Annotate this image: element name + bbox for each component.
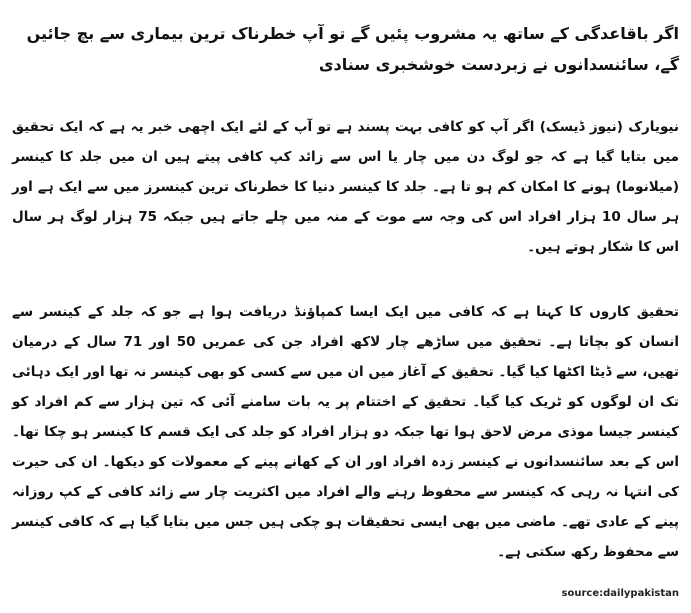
article-paragraph-1: نیویارک (نیوز ڈیسک) اگر آپ کو کافی بہت پسند ہے تو آپ کے لئے ایک اچھی خبر یہ ہے کہ ایک تحقیق میں بتایا گیا ہے کہ جو لوگ دن میں چار یا اس سے زائد کپ کافی پیتے ہیں ان میں جلد کا کینسر (میلانوما) ہونے کا امکان کم ہو تا ہے۔ جلد کا کینسر دنیا کا خطرناک ترین کینسرز میں سے ایک ہے اور ہر سال 10 ہزار افراد اس کی وجہ سے موت کے منہ میں چلے جاتے ہیں جبکہ 75 ہزار لوگ ہر سال اس کا شکار ہوتے ہیں۔ — [12, 119, 679, 255]
article-paragraph-2: تحقیق کاروں کا کہنا ہے کہ کافی میں ایک ایسا کمپاؤنڈ دریافت ہوا ہے جو کہ جلد کے کینسر سے انسان کو بچاتا ہے۔ تحقیق میں ساڑھے چار لاکھ افراد جن کی عمریں 50 اور 71 سال کے درمیان تھیں، سے ڈیٹا اکٹھا کیا گیا۔ تحقیق کے آغاز میں ان میں سے کسی کو بھی کینسر نہ تھا اور ایک دہائی تک ان لوگوں کو ٹریک کیا گیا۔ تحقیق کے اختتام پر یہ بات سامنے آئی کہ تین ہزار سے کم افراد کو کینسر جیسا موذی مرض لاحق ہوا تھا جبکہ دو ہزار افراد کو جلد کی ایک قسم کا کینسر ہو چکا تھا۔ اس کے بعد سائنسدانوں نے کینسر زدہ افراد اور ان کے کھانے پینے کے معمولات کو دیکھا۔ ان کی حیرت کی انتہا نہ رہی کہ کینسر سے محفوظ رہنے والے افراد میں اکثریت چار سے زائد کافی کے کپ روزانہ پینے کے عادی تھے۔ ماضی میں بھی ایسی تحقیقات ہو چکی ہیں جس میں بتایا گیا ہے کہ کافی کینسر سے محفوظ رکھ سکتی ہے۔ — [12, 304, 679, 560]
article-headline: اگر باقاعدگی کے ساتھ یہ مشروب پئیں گے تو آپ خطرناک ترین بیماری سے بچ جائیں گے، سائنسدانوں نے زبردست خوشخبری سنادی — [26, 24, 679, 74]
source-credit: source:dailypakistan — [561, 588, 679, 599]
